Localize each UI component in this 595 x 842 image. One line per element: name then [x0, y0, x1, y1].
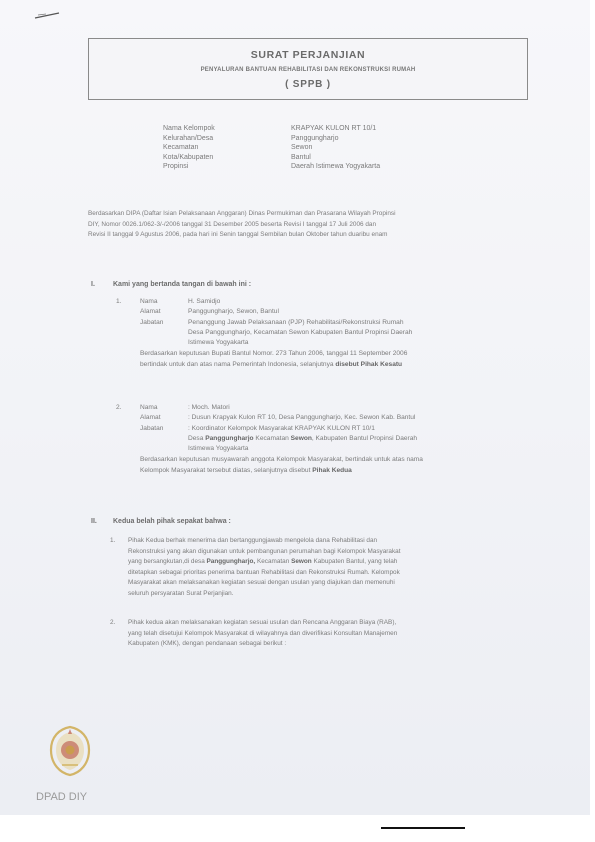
party-row: [116, 328, 518, 338]
intro-line: Berdasarkan DIPA (Daftar Isian Pelaksanaan Anggaran) Dinas Permukiman dan Prasarana Wilayah Propinsi: [88, 210, 396, 217]
info-label: Kecamatan: [163, 144, 199, 152]
section-title: Kami yang bertanda tangan di bawah ini :: [113, 281, 252, 288]
info-label: Nama Kelompok: [163, 125, 215, 132]
section-number: I.: [91, 281, 95, 288]
party-position: Desa Panggungharjo Kecamatan Sewon, Kabupaten Bantul Propinsi Daerah: [188, 434, 418, 442]
party-position: Penanggung Jawab Pelaksanaan (PJP) Rehabilitasi/Rekonstruksi Rumah: [188, 318, 404, 326]
info-row: [163, 124, 380, 134]
party-label: Nama: [140, 404, 158, 411]
group-info: [163, 124, 380, 172]
party-position: : Koordinator Kelompok Masyarakat KRAPYAK KULON RT 10/1: [188, 424, 375, 432]
party-basis: bertindak untuk dan atas nama Pemerintah Indonesia, selanjutnya disebut Pihak Kesatu: [140, 360, 403, 368]
signature-line: [381, 827, 465, 829]
party-number: 2.: [116, 404, 122, 411]
party-row: [116, 403, 518, 413]
party-label: Nama: [140, 298, 158, 305]
watermark-label: DPAD DIY: [36, 791, 88, 803]
party-row: [116, 318, 518, 328]
section-number: II.: [91, 518, 97, 525]
document-code: ( SPPB ): [285, 79, 331, 90]
dpad-emblem-icon: [48, 725, 92, 777]
item-text: Pihak Kedua berhak menerima dan bertanggungjawab mengelola dana Rehabilitasi dan Rekonstruksi yang akan digunakan untuk pembangunan perumahan bagi Kelompok Masyarakat yang bersangkutan,di desa Panggungharjo, Kecamatan Sewon Kabupaten Bantul, yang telah ditetapkan sebagai prioritas penerima bantuan Rehabilitasi dan Rekonstruksi Rumah. Kelompok Masyarakat akan melaksanakan kegiatan sesuai dengan usulan yang diajukan dan memenuhi seluruh persyaratan Surat Perjanjian.: [128, 537, 401, 597]
party-address: Panggungharjo, Sewon, Bantul: [188, 308, 279, 316]
pen-mark: [34, 11, 60, 20]
info-label: Kelurahan/Desa: [163, 134, 214, 142]
info-row: [163, 143, 380, 153]
party-row: [116, 424, 518, 434]
party-label: Jabatan: [140, 318, 164, 326]
intro-paragraph: [88, 209, 528, 241]
party-2: [116, 403, 518, 476]
document-subtitle: PENYALURAN BANTUAN REHABILITASI DAN REKONSTRUKSI RUMAH: [200, 67, 416, 73]
info-value: Daerah Istimewa Yogyakarta: [291, 163, 381, 171]
info-value: Bantul: [291, 153, 311, 161]
section-title: Kedua belah pihak sepakat bahwa :: [113, 518, 231, 525]
intro-line: Revisi II tanggal 9 Agustus 2006, pada hari ini Senin tanggal Sembilan bulan Oktober tahun duaribu enam: [88, 231, 388, 238]
party-position: Istimewa Yogyakarta: [188, 445, 249, 453]
party-row: [116, 434, 518, 444]
party-row: [116, 455, 518, 465]
party-row: [116, 413, 518, 423]
party-number: 1.: [116, 298, 122, 305]
party-address: : Dusun Krapyak Kulon RT 10, Desa Panggungharjo, Kec. Sewon Kab. Bantul: [188, 414, 416, 422]
party-1: [116, 297, 518, 370]
party-label: Alamat: [140, 308, 161, 316]
party-row: [116, 444, 518, 454]
party-name: H. Samidjo: [188, 298, 221, 305]
info-label: Kota/Kabupaten: [163, 153, 214, 161]
item-number: 1.: [110, 537, 116, 544]
document-title: SURAT PERJANJIAN: [250, 49, 366, 61]
party-row: [116, 307, 518, 317]
intro-line: DIY, Nomor 0026.1/062-3/-/2006 tanggal 31 Desember 2005 beserta Revisi I tanggal 17 Juli 2006 dan: [88, 220, 377, 228]
party-basis: Berdasarkan keputusan Bupati Bantul Nomor. 273 Tahun 2006, tanggal 11 September 2006: [140, 350, 408, 358]
party-row: [116, 466, 518, 476]
item-number: 2.: [110, 619, 116, 626]
info-row: [163, 153, 380, 163]
party-label: Alamat: [140, 414, 161, 422]
party-label: Jabatan: [140, 424, 164, 432]
party-basis: Kelompok Masyarakat tersebut diatas, selanjutnya disebut Pihak Kedua: [140, 466, 352, 474]
party-row: [116, 360, 518, 370]
title-box: [88, 38, 528, 100]
party-position: Istimewa Yogyakarta: [188, 339, 249, 347]
party-position: Desa Panggungharjo, Kecamatan Sewon Kabupaten Bantul Propinsi Daerah: [188, 328, 413, 336]
item-text: Pihak kedua akan melaksanakan kegiatan sesuai usulan dan Rencana Anggaran Biaya (RAB), yang telah disetujui Kelompok Masyarakat di wilayahnya dan diverifikasi Konsultan Manajemen Kabupaten (KMK), dengan pendanaan sebagai berikut :: [128, 619, 398, 647]
party-row: [116, 338, 518, 348]
party-basis: Berdasarkan keputusan musyawarah anggota Kelompok Masyarakat, bertindak untuk atas nama: [140, 456, 423, 464]
info-value: Panggungharjo: [291, 134, 339, 142]
info-row: [163, 134, 380, 144]
party-row: [116, 349, 518, 359]
party-row: [116, 297, 518, 307]
info-row: [163, 162, 380, 172]
info-value: Sewon: [291, 144, 313, 152]
info-label: Propinsi: [163, 163, 189, 171]
party-name: : Moch. Matori: [188, 404, 230, 411]
info-value: KRAPYAK KULON RT 10/1: [291, 125, 377, 132]
